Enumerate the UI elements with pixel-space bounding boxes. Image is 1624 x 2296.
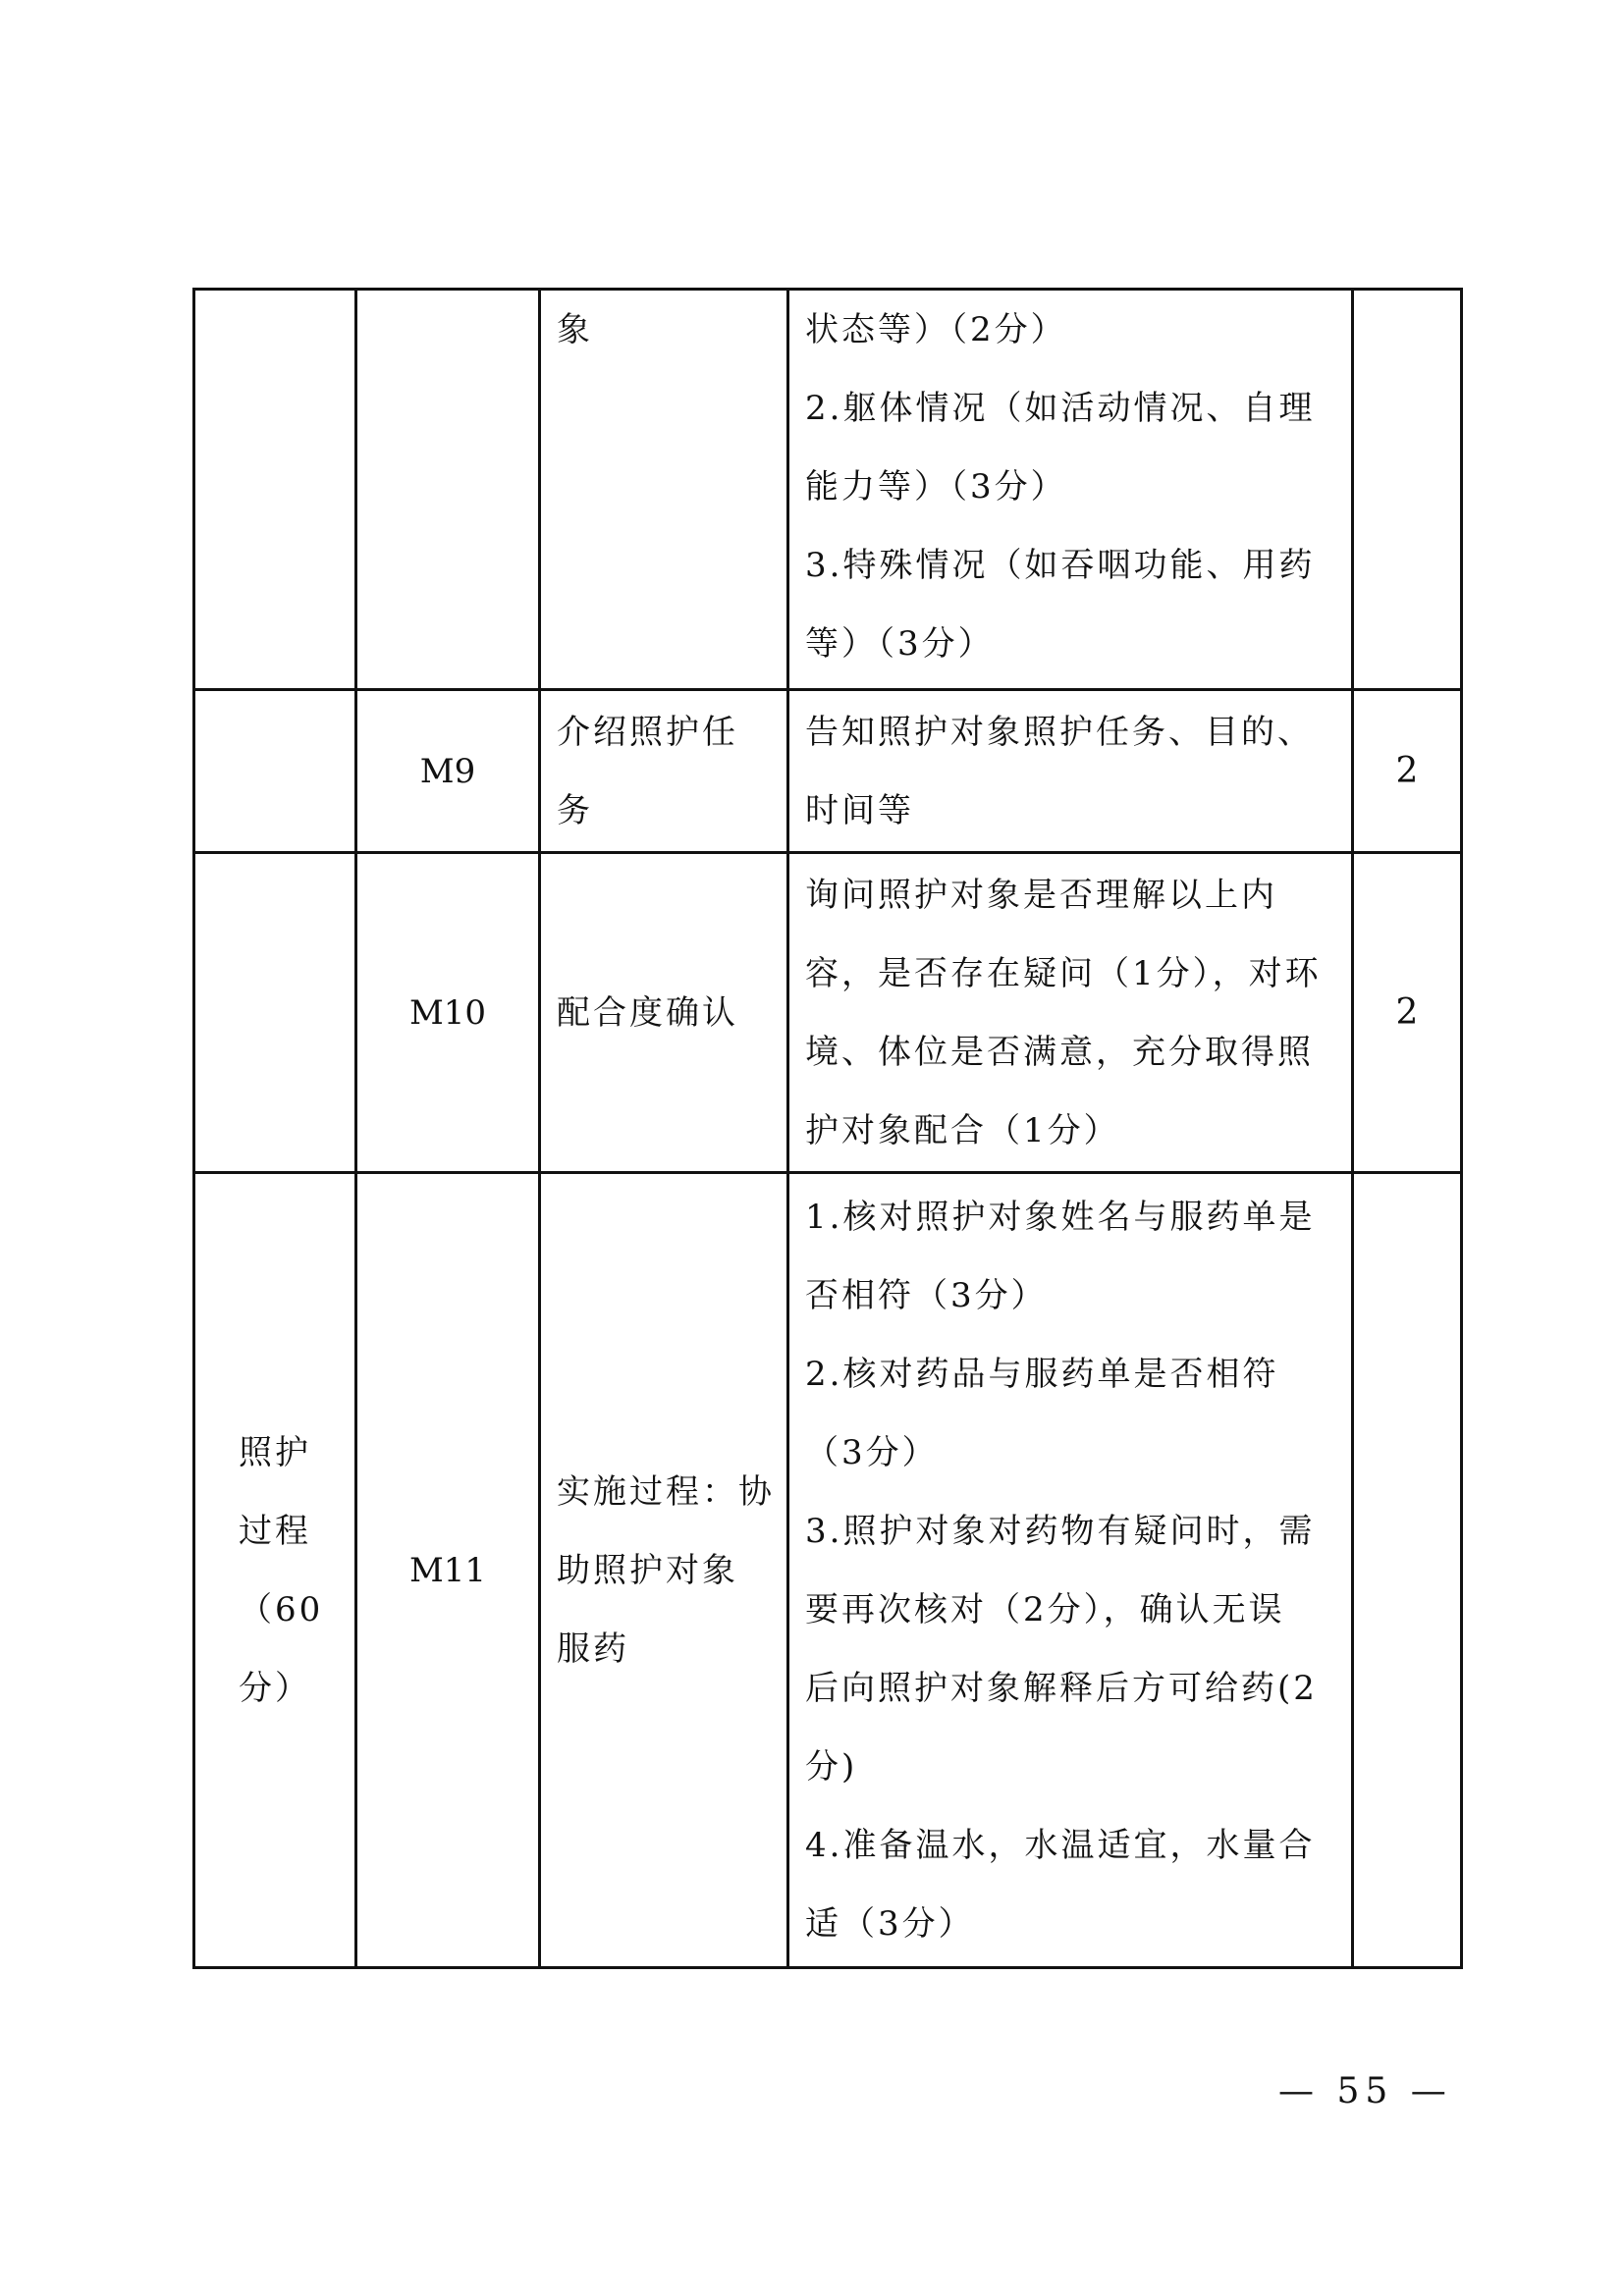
content-line: 要再次核对（2分），确认无误	[805, 1589, 1285, 1629]
item-code: M11	[408, 1550, 487, 1590]
content-line: 护对象配合（1分）	[805, 1110, 1120, 1150]
content-line: 状态等）（2分）	[805, 310, 1067, 349]
code-cell	[356, 853, 540, 1173]
content-line: 分)	[805, 1746, 858, 1787]
content-line: 等）（3分）	[805, 624, 995, 664]
item-code: M10	[408, 992, 487, 1033]
content-line: 告知照护对象照护任务、目的、	[805, 712, 1314, 752]
score-value: 2	[1395, 751, 1419, 791]
content-line: 4.准备温水，水温适宜，水量合	[805, 1825, 1316, 1865]
item-line: 配合度确认	[557, 992, 738, 1033]
item-line: 象	[557, 310, 593, 349]
content-line: 适（3分）	[805, 1903, 975, 1944]
content-cell	[788, 690, 1353, 853]
content-line: 询问照护对象是否理解以上内	[805, 875, 1277, 915]
score-cell	[1353, 853, 1462, 1173]
item-line: 介绍照护任	[557, 712, 738, 752]
section-line: 过程	[239, 1511, 311, 1551]
item-cell	[540, 853, 788, 1173]
section-line: 照护	[239, 1432, 311, 1472]
content-line: 容，是否存在疑问（1分），对环	[805, 953, 1322, 993]
code-cell	[356, 690, 540, 853]
table-row	[194, 690, 1462, 853]
section-cell	[194, 853, 356, 1173]
content-line: 3.照护对象对药物有疑问时，需	[805, 1511, 1316, 1551]
item-line: 服药	[557, 1629, 629, 1669]
table-row	[194, 853, 1462, 1173]
section-cell	[194, 290, 356, 690]
score-cell	[1353, 290, 1462, 690]
content-line: 3.特殊情况（如吞咽功能、用药	[805, 546, 1316, 585]
content-cell	[788, 1173, 1353, 1968]
item-line: 务	[557, 790, 593, 830]
content-line: 境、体位是否满意，充分取得照	[805, 1032, 1314, 1072]
page-number: — 55 —	[1278, 2071, 1452, 2111]
content-line: （3分）	[805, 1432, 939, 1472]
item-cell	[540, 290, 788, 690]
content-line: 能力等）（3分）	[805, 467, 1067, 507]
section-line: 分）	[239, 1668, 311, 1708]
item-line: 实施过程：协	[557, 1471, 775, 1512]
content-line: 2.核对药品与服药单是否相符	[805, 1354, 1279, 1394]
item-line: 助照护对象	[557, 1550, 738, 1590]
content-line: 2.躯体情况（如活动情况、自理	[805, 389, 1316, 428]
score-cell	[1353, 1173, 1462, 1968]
code-cell	[356, 1173, 540, 1968]
assessment-table	[192, 288, 1463, 1969]
content-line: 后向照护对象解释后方可给药(2	[805, 1668, 1318, 1708]
score-value: 2	[1395, 992, 1419, 1033]
table-row	[194, 290, 1462, 690]
item-cell	[540, 1173, 788, 1968]
section-line: （60	[239, 1589, 324, 1629]
section-cell	[194, 1173, 356, 1968]
table-row	[194, 1173, 1462, 1968]
section-cell	[194, 690, 356, 853]
code-cell	[356, 290, 540, 690]
content-line: 否相符（3分）	[805, 1275, 1048, 1315]
content-line: 时间等	[805, 790, 914, 830]
score-cell	[1353, 690, 1462, 853]
content-line: 1.核对照护对象姓名与服药单是	[805, 1197, 1316, 1237]
item-cell	[540, 690, 788, 853]
item-code: M9	[419, 751, 476, 791]
content-cell	[788, 290, 1353, 690]
content-cell	[788, 853, 1353, 1173]
